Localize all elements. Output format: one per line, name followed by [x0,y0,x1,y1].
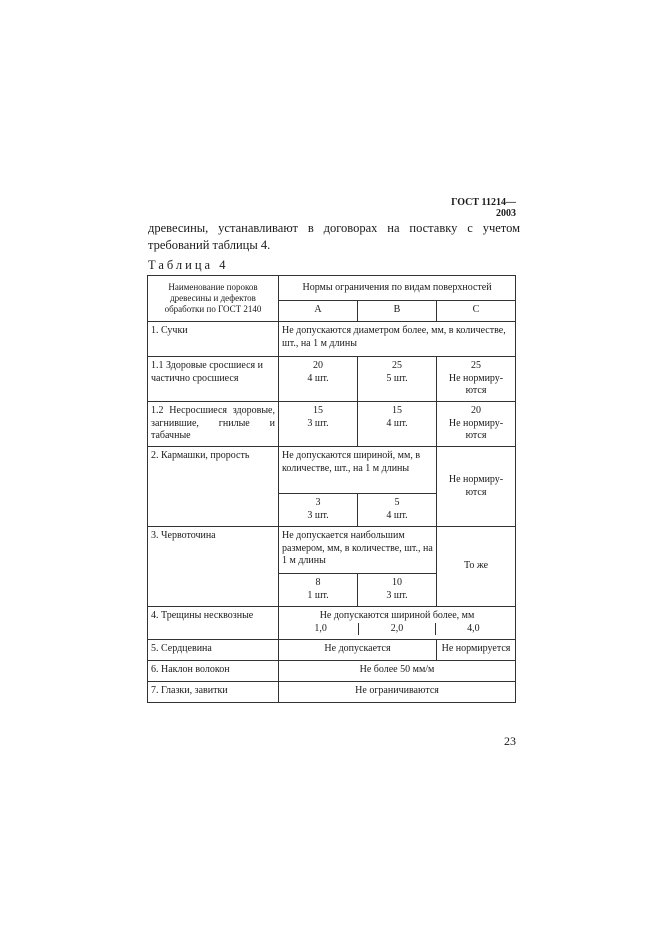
cell-a-value: 8 [315,577,321,588]
cell-c-count: Не нормиру-ются [448,417,504,441]
table-row [148,607,516,640]
document-code: ГОСТ 11214—2003 [451,197,516,219]
cell-a-count: 3 шт. [307,417,329,429]
row-name: 3. Червоточина [148,527,279,607]
table-row [148,357,516,402]
row-name: 5. Сердцевина [148,640,279,661]
cell-b [358,357,437,402]
cell-a-value: 20 [313,360,323,371]
cell-a-count: 3 шт. [307,509,329,521]
row-norm-note [279,607,516,640]
cell-a-count: 4 шт. [307,372,329,384]
norm-note-text: Не допускаются шириной более, мм [319,610,475,621]
table-row [148,447,516,494]
cell-a [279,402,358,447]
cell-a [279,574,358,607]
cell-c-count: Не нормиру-ются [448,372,504,396]
cell-b-value: 5 [394,497,400,508]
table-row [148,527,516,574]
row-norm-note: Не допускается наибольшим размером, мм, в количестве, шт., на 1 м длины [279,527,437,574]
row-norm-note: Не допускаются диаметром более, мм, в количестве, шт., на 1 м длины [279,322,516,357]
cell-c-value: 20 [471,405,482,416]
cell-ab: Не допускается [279,640,437,661]
table-row [148,402,516,447]
cell-a-value: 1,0 [314,622,327,634]
row-name: 1. Сучки [148,322,279,357]
row-name: 7. Глазки, завитки [148,682,279,703]
cell-b [358,494,437,527]
cell-c [437,402,516,447]
cell-a-count: 1 шт. [307,589,329,601]
width-values [279,623,515,636]
cell-b-count: 4 шт. [386,509,408,521]
cell-b-value: 15 [392,405,402,416]
cell-c-value: 4,0 [435,623,511,636]
cell-a [279,357,358,402]
cell-b-count: 3 шт. [386,589,408,601]
page-number: 23 [504,734,516,748]
row-name: 1.1 Здоровые сросшиеся и частично сросшиеся [148,357,279,402]
cell-b-value: 10 [392,577,402,588]
defect-name-header: Наименование пороков древесины и дефектов обработки по ГОСТ 2140 [148,276,279,322]
table-row [148,682,516,703]
surface-c-header: C [437,301,516,322]
row-name: 2. Кармашки, прорость [148,447,279,527]
row-name: 4. Трещины несквозные [148,607,279,640]
table-row [148,661,516,682]
cell-b-count: 4 шт. [386,417,408,429]
cell-a-value: 3 [315,497,321,508]
intro-paragraph: древесины, устанавливают в договорах на поставку с учетом требований таблицы 4. [148,221,520,252]
table-row [148,322,516,357]
cell-c: Не нормиру-ются [437,447,516,527]
cell-c: Не нормируется [437,640,516,661]
table-header-row [148,276,516,301]
cell-c-value: 25 [471,360,482,371]
row-name: 6. Наклон волокон [148,661,279,682]
table-row [148,640,516,661]
surface-a-header: A [279,301,358,322]
cell-b-count: 5 шт. [386,372,408,384]
cell-all: Не более 50 мм/м [279,661,516,682]
cell-b [358,574,437,607]
cell-b [358,402,437,447]
row-name: 1.2 Несросшиеся здоровые, загнившие, гнилые и табачные [148,402,279,447]
cell-b-value: 25 [392,360,402,371]
surface-b-header: B [358,301,437,322]
cell-a-value: 15 [313,405,323,416]
cell-c: То же [437,527,516,607]
cell-all: Не ограничиваются [279,682,516,703]
cell-b-value: 2,0 [358,623,434,636]
norms-header: Нормы ограничения по видам поверхностей [279,276,516,301]
cell-c [437,357,516,402]
row-norm-note: Не допускаются шириной, мм, в количестве, шт., на 1 м длины [279,447,437,494]
cell-a [279,494,358,527]
table-4 [147,275,516,703]
table-caption: Таблица 4 [148,258,229,272]
